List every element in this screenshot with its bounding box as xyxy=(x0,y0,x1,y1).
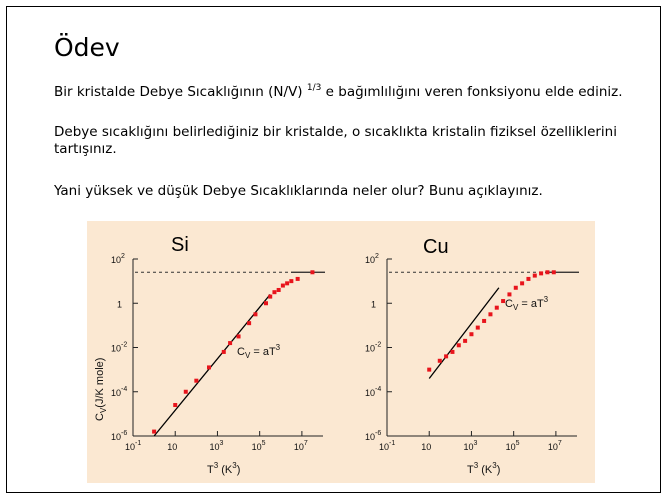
si-data-point xyxy=(173,403,177,407)
si-data-point xyxy=(253,312,257,316)
cu-data-point xyxy=(482,319,486,323)
si-data-point xyxy=(152,430,156,434)
cu-x-axis-label: $T^3$ $(K^3)$ xyxy=(467,461,501,476)
si-data-point xyxy=(264,301,268,305)
si-data-point xyxy=(207,365,211,369)
cu-y-tick-label: $10^{-4}$ xyxy=(365,385,382,398)
si-data-point xyxy=(285,281,289,285)
svg-text:CV(J/K mole): $C_V(J/K$ mole) xyxy=(94,357,108,421)
cu-data-point xyxy=(526,277,530,281)
paragraph-3: Yani yüksek ve düşük Debye Sıcaklıklarında neler olur? Bunu açıklayınız. xyxy=(54,183,543,199)
cu-formula: $C_V = aT^3$ xyxy=(505,295,549,312)
si-x-tick-label: 10 xyxy=(167,442,178,452)
cu-x-tick-label: $10^3$ xyxy=(463,440,478,452)
si-data-point xyxy=(247,321,251,325)
si-data-point xyxy=(296,277,300,281)
cu-data-point xyxy=(533,274,537,278)
si-data-point xyxy=(281,284,285,288)
si-data-point xyxy=(277,288,281,292)
cu-data-point xyxy=(476,326,480,330)
paragraph-1 xyxy=(54,80,654,101)
cu-data-point xyxy=(552,270,556,274)
cu-data-point xyxy=(539,271,543,275)
si-label: Si xyxy=(171,234,189,256)
si-y-tick-label: $10^{-6}$ xyxy=(111,430,128,442)
si-x-tick-label: $10^3$ xyxy=(209,440,224,452)
figure-svg xyxy=(87,221,595,483)
si-y-tick-label: $10^{-4}$ xyxy=(111,385,128,398)
cu-x-tick-label: $10^{-1}$ xyxy=(379,440,396,452)
cu-x-tick-label: $10^5$ xyxy=(505,440,520,452)
si-data-point xyxy=(310,270,314,274)
si-y-tick-label: 1 xyxy=(117,299,123,310)
si-x-axis-label: $T^3$ $(K^3)$ xyxy=(207,461,241,476)
y-axis-label xyxy=(94,358,108,421)
si-x-tick-label: $10^7$ xyxy=(293,440,308,452)
cu-y-tick-label: $10^2$ xyxy=(365,253,379,265)
slide xyxy=(6,6,661,493)
cu-data-point xyxy=(520,281,524,285)
si-formula: $C_V = aT^3$ xyxy=(237,343,281,360)
cu-data-point xyxy=(488,312,492,316)
si-data-point xyxy=(228,341,232,345)
p1-superscript: 1/3 xyxy=(306,83,322,93)
si-data-point xyxy=(272,290,276,294)
si-data-point xyxy=(222,350,226,354)
cu-data-point xyxy=(438,359,442,363)
heat-capacity-figure xyxy=(87,221,595,483)
p1-rest: e bağımlılığını veren fonksiyonu elde ediniz. xyxy=(321,84,623,100)
cu-data-point xyxy=(463,339,467,343)
cu-fit-line xyxy=(429,288,499,379)
p1-text: Bir kristalde Debye Sıcaklığının (N/V) xyxy=(54,84,307,100)
cu-x-tick-label: 10 xyxy=(421,442,432,452)
si-y-tick-label: $10^2$ xyxy=(111,253,125,265)
si-data-point xyxy=(268,295,272,299)
si-x-tick-label: $10^5$ xyxy=(251,440,266,452)
slide-title: Ödev xyxy=(54,33,120,62)
si-x-tick-label: $10^{-1}$ xyxy=(125,440,142,452)
cu-data-point xyxy=(450,350,454,354)
si-y-tick-label: $10^{-2}$ xyxy=(111,341,128,354)
cu-data-point xyxy=(545,270,549,274)
panel-si xyxy=(111,234,325,452)
panel-cu xyxy=(365,236,579,452)
cu-data-point xyxy=(507,292,511,296)
si-data-point xyxy=(289,279,293,283)
cu-y-tick-label: 1 xyxy=(371,299,377,310)
cu-x-tick-label: $10^7$ xyxy=(547,440,562,452)
cu-data-point xyxy=(457,343,461,347)
cu-data-point xyxy=(469,332,473,336)
si-fit-line xyxy=(154,294,270,436)
cu-data-point xyxy=(495,306,499,310)
cu-data-point xyxy=(427,368,431,372)
cu-label: Cu xyxy=(423,236,449,258)
si-data-point xyxy=(237,334,241,338)
cu-y-tick-label: $10^{-6}$ xyxy=(365,430,382,442)
cu-data-point xyxy=(444,354,448,358)
si-data-point xyxy=(184,390,188,394)
cu-data-point xyxy=(514,286,518,290)
paragraph-2: Debye sıcaklığını belirlediğiniz bir kristalde, o sıcaklıkta kristalin fiziksel özelliklerini tartışınız. xyxy=(54,124,617,157)
cu-y-tick-label: $10^{-2}$ xyxy=(365,341,382,354)
si-data-point xyxy=(194,379,198,383)
